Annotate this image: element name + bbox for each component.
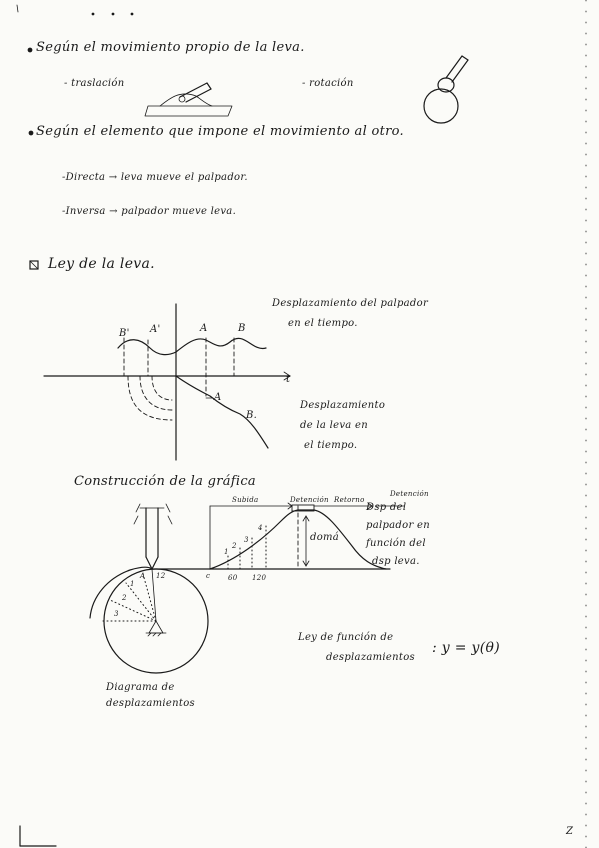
- graph2-desc-3: función del: [366, 538, 426, 549]
- graph2-desc-2: palpador en: [366, 520, 430, 531]
- graph2-desc-4: dsp leva.: [372, 556, 420, 567]
- diagram-label-2: desplazamientos: [106, 698, 195, 709]
- ley-label-1: Ley de función de: [298, 632, 394, 643]
- label-subida: Subida: [232, 496, 259, 504]
- cam-label-2: 2: [122, 594, 127, 602]
- label-B-bottom: B.: [246, 410, 258, 421]
- label-A-bottom: A: [214, 392, 222, 403]
- cam-label-A: A: [140, 572, 146, 580]
- label-B-prime: B': [119, 328, 130, 339]
- tick-120: 120: [252, 574, 267, 582]
- cam-label-3: 3: [114, 610, 119, 618]
- point-1: 1: [224, 548, 229, 556]
- graph1-desc-bot-3: el tiempo.: [304, 440, 358, 451]
- label-retorno: Retorno: [334, 496, 365, 504]
- rotation-cam-sketch: [424, 56, 468, 123]
- label-dom: domá: [310, 532, 340, 543]
- palpador-curve: [118, 338, 266, 354]
- point-3: 3: [244, 536, 249, 544]
- label-A-prime: A': [150, 324, 161, 335]
- graph1-desc-bot-2: de la leva en: [300, 420, 369, 431]
- text-traslacion: - traslación: [64, 78, 125, 89]
- construction-title: Construcción de la gráfica: [74, 474, 256, 489]
- graph2-desc-1: Dsp del: [366, 502, 407, 513]
- section-title: Ley de la leva.: [48, 256, 155, 272]
- formula: : y = y(θ): [432, 640, 500, 656]
- graph1-desc-top-2: en el tiempo.: [288, 318, 358, 329]
- point-2: 2: [232, 542, 237, 550]
- graph1-desc-bot-1: Desplazamiento: [300, 400, 386, 411]
- ley-label-2: desplazamientos: [326, 652, 415, 663]
- label-B-top: B: [238, 323, 246, 334]
- cam-label-12: 12: [156, 572, 166, 580]
- text-line-1: Según el movimiento propio de la leva.: [36, 40, 305, 55]
- graph-time-axes: [44, 304, 290, 460]
- text-directa: -Directa → leva mueve el palpador.: [62, 172, 248, 183]
- label-A-top: A: [200, 323, 208, 334]
- point-4: 4: [258, 524, 263, 532]
- label-detencion: Detención: [290, 496, 329, 504]
- bullet-1: [28, 48, 32, 52]
- translation-cam-sketch: [145, 83, 232, 116]
- tick-c: c: [206, 572, 211, 580]
- graph1-desc-top-1: Desplazamiento del palpador: [272, 298, 429, 309]
- displacement-profile: [210, 510, 386, 569]
- axis-t-label: t: [286, 374, 291, 385]
- cam-label-1: 1: [130, 580, 135, 588]
- construction-graph: [90, 502, 407, 673]
- tick-60: 60: [228, 574, 238, 582]
- text-rotacion: - rotación: [302, 78, 354, 89]
- margin-mark: Z: [566, 826, 574, 837]
- diagram-label-1: Diagrama de: [106, 682, 175, 693]
- bullet-2: [29, 131, 33, 135]
- label-detencion-2: Detención: [390, 490, 429, 498]
- text-line-2: Según el elemento que impone el movimiento al otro.: [36, 124, 404, 139]
- text-inversa: -Inversa → palpador mueve leva.: [62, 206, 237, 217]
